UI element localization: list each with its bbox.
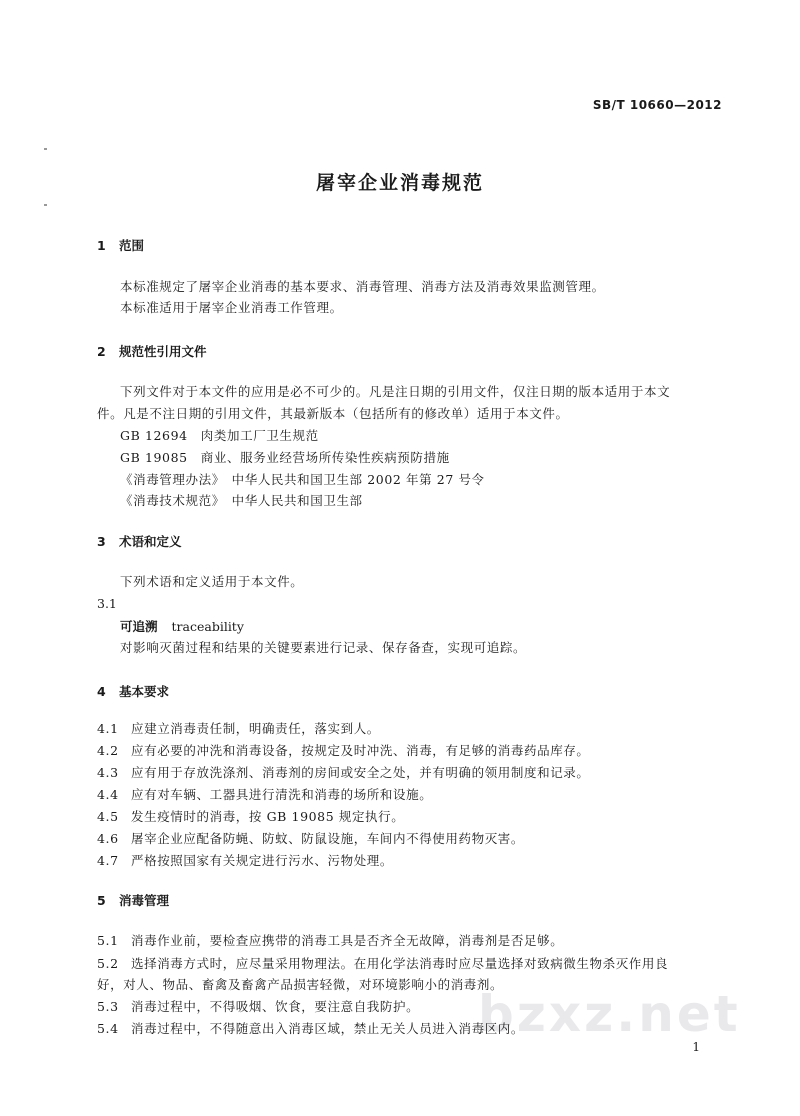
section-heading-4: [97, 682, 169, 700]
clause: [97, 807, 404, 825]
section-heading-5: [97, 891, 169, 909]
clause-number: 4.3: [97, 765, 119, 780]
standard-code: SB/T 10660—2012: [592, 98, 722, 112]
term-number: 3.1: [97, 596, 117, 611]
section-number: 5: [97, 893, 106, 908]
clause-number: 4.6: [97, 831, 119, 846]
clause: [97, 741, 590, 759]
clause-text: 消毒过程中，不得随意出入消毒区域，禁止无关人员进入消毒区内。: [131, 1021, 525, 1036]
clause-number: 4.2: [97, 743, 119, 758]
section-title: 规范性引用文件: [119, 344, 207, 359]
clause-number: 5.1: [97, 933, 119, 948]
section-number: 1: [97, 238, 106, 253]
reference-line: 《消毒技术规范》 中华人民共和国卫生部: [120, 493, 363, 508]
clause-text: 消毒作业前，要检查应携带的消毒工具是否齐全无故障，消毒剂是否足够。: [131, 933, 564, 948]
paragraph-line: 件。凡是不注日期的引用文件，其最新版本（包括所有的修改单）适用于本文件。: [97, 406, 569, 421]
clause-number: 5.2: [97, 956, 119, 971]
term-definition: 对影响灭菌过程和结果的关键要素进行记录、保存备查，实现可追踪。: [120, 640, 527, 655]
clause-text: 应建立消毒责任制，明确责任，落实到人。: [131, 721, 380, 736]
section-number: 4: [97, 684, 106, 699]
reference-line: GB 12694 肉类加工厂卫生规范: [120, 428, 319, 443]
paragraph-line: 本标准适用于屠宰企业消毒工作管理。: [120, 300, 343, 315]
scan-speck: [44, 148, 47, 150]
clause: [97, 851, 393, 869]
clause: [97, 719, 380, 737]
page-title: 屠宰企业消毒规范: [315, 172, 484, 194]
clause-text: 应有必要的冲洗和消毒设备，按规定及时冲洗、消毒，有足够的消毒药品库存。: [131, 743, 590, 758]
clause-text: 应有用于存放洗涤剂、消毒剂的房间或安全之处，并有明确的领用制度和记录。: [131, 765, 590, 780]
clause-number: 5.4: [97, 1021, 119, 1036]
section-heading-1: [97, 236, 144, 254]
clause-continuation: 好，对人、物品、畜禽及畜禽产品损害轻微，对环境影响小的消毒剂。: [97, 977, 504, 992]
clause-number: 4.1: [97, 721, 119, 736]
section-title: 术语和定义: [119, 534, 182, 549]
clause-text: 屠宰企业应配备防蝇、防蚊、防鼠设施，车间内不得使用药物灭害。: [131, 831, 525, 846]
clause: [97, 763, 590, 781]
clause-number: 5.3: [97, 999, 119, 1014]
clause-number: 4.5: [97, 809, 119, 824]
paragraph-line: 本标准规定了屠宰企业消毒的基本要求、消毒管理、消毒方法及消毒效果监测管理。: [120, 279, 605, 294]
clause-number: 4.7: [97, 853, 119, 868]
clause: [97, 997, 419, 1015]
clause-text: 应有对车辆、工器具进行清洗和消毒的场所和设施。: [131, 787, 433, 802]
section-title: 基本要求: [119, 684, 170, 699]
watermark: bzxz.net: [478, 985, 741, 1043]
clause: [97, 785, 432, 803]
term-en: traceability: [171, 619, 244, 634]
clause-number: 4.4: [97, 787, 119, 802]
term-entry: [120, 617, 244, 635]
page-number: 1: [692, 1040, 700, 1054]
clause-text: 消毒过程中，不得吸烟、饮食，要注意自我防护。: [131, 999, 420, 1014]
clause-text: 严格按照国家有关规定进行污水、污物处理。: [131, 853, 394, 868]
paragraph-line: 下列文件对于本文件的应用是必不可少的。凡是注日期的引用文件，仅注日期的版本适用于本文: [120, 384, 671, 399]
clause-text: 发生疫情时的消毒，按 GB 19085 规定执行。: [131, 809, 405, 824]
section-heading-3: [97, 532, 182, 550]
clause: [97, 954, 668, 972]
section-number: 3: [97, 534, 106, 549]
section-title: 范围: [119, 238, 145, 253]
section-title: 消毒管理: [119, 893, 170, 908]
scan-speck: [44, 204, 47, 206]
term-zh: 可追溯: [120, 619, 158, 634]
section-number: 2: [97, 344, 106, 359]
clause: [97, 1019, 524, 1037]
clause-text: 选择消毒方式时，应尽量采用物理法。在用化学法消毒时应尽量选择对致病微生物杀灭作用良: [131, 956, 669, 971]
clause: [97, 829, 524, 847]
section-heading-2: [97, 342, 207, 360]
paragraph-line: 下列术语和定义适用于本文件。: [120, 574, 304, 589]
reference-line: 《消毒管理办法》 中华人民共和国卫生部 2002 年第 27 号令: [120, 472, 485, 487]
clause: [97, 931, 563, 949]
reference-line: GB 19085 商业、服务业经营场所传染性疾病预防措施: [120, 450, 450, 465]
